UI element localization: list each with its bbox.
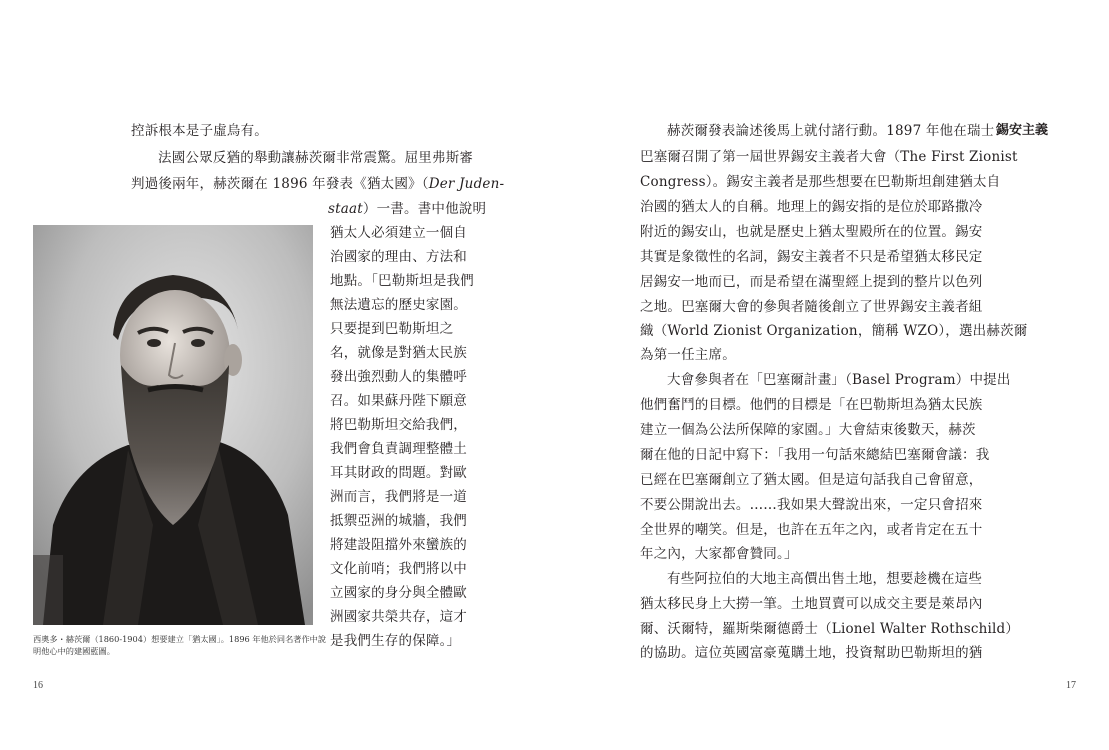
text-line: 立國家的身分與全體歐 bbox=[330, 585, 467, 601]
text-line: 耳其財政的問題。對歐 bbox=[330, 465, 467, 481]
text-line: 洲國家共榮共存，這才 bbox=[330, 609, 467, 625]
text-line: 將建設阻擋外來蠻族的 bbox=[330, 537, 467, 553]
text-line: 為第一任主席。 bbox=[640, 347, 736, 363]
text-line: 治國的猶太人的自稱。地理上的錫安指的是位於耶路撒冷 bbox=[640, 199, 983, 215]
text-line: 全世界的嘲笑。但是，也許在五年之內，或者肯定在五十 bbox=[640, 522, 983, 538]
text-line: 控訴根本是子虛烏有。 bbox=[131, 123, 268, 139]
book-title-italic: Der Juden- bbox=[428, 176, 505, 192]
text-line: 的協助。這位英國富豪蒐購土地，投資幫助巴勒斯坦的猶 bbox=[640, 645, 983, 661]
text-line: 地點。「巴勒斯坦是我們 bbox=[330, 273, 474, 289]
text-line: 爾在他的日記中寫下：「我用一句話來總結巴塞爾會議：我 bbox=[640, 447, 990, 463]
text-line: 居錫安一地而已，而是希望在滿聖經上提到的整片以色列 bbox=[640, 274, 983, 290]
text-line bbox=[328, 197, 486, 221]
book-title-italic: staat bbox=[328, 201, 363, 217]
text-line: 法國公眾反猶的舉動讓赫茨爾非常震驚。屈里弗斯審 bbox=[158, 150, 474, 166]
text-line: 將巴勒斯坦交給我們， bbox=[330, 417, 467, 433]
text-line: 無法遺忘的歷史家園。 bbox=[330, 297, 467, 313]
text-line: 是我們生存的保障。」 bbox=[330, 633, 461, 649]
text-line: 文化前哨；我們將以中 bbox=[330, 561, 467, 577]
text-line: 抵禦亞洲的城牆，我們 bbox=[330, 513, 467, 529]
text-line: 他們奮鬥的目標。他們的目標是「在巴勒斯坦為猶太民族 bbox=[640, 397, 983, 413]
text-line: 我們會負責調理整體土 bbox=[330, 441, 467, 457]
text-line bbox=[131, 172, 504, 196]
portrait-illustration bbox=[33, 225, 313, 625]
text-line: 治國家的理由、方法和 bbox=[330, 249, 467, 265]
text-span: 判過後兩年，赫茨爾在 1896 年發表《猶太國》（ bbox=[131, 176, 429, 192]
caption-line: 明他心中的建國藍圖。 bbox=[33, 646, 115, 656]
page-number: 16 bbox=[33, 680, 43, 691]
photo-caption bbox=[33, 633, 327, 657]
text-line: 有些阿拉伯的大地主高價出售土地，想要趁機在這些 bbox=[667, 571, 983, 587]
text-line: 召。如果蘇丹陛下願意 bbox=[330, 393, 467, 409]
text-line: 猶太人必須建立一個自 bbox=[330, 225, 467, 241]
text-line: 爾、沃爾特，羅斯柴爾德爵士（Lionel Walter Rothschild） bbox=[640, 621, 1020, 637]
text-line: 建立一個為公法所保障的家園。」大會結束後數天，赫茨 bbox=[640, 422, 976, 438]
text-line: 年之內，大家都會贊同。」 bbox=[640, 546, 798, 562]
portrait-photo bbox=[33, 225, 313, 625]
text-line: 附近的錫安山，也就是歷史上猶太聖殿所在的位置。錫安 bbox=[640, 224, 983, 240]
side-heading: 錫安主義 bbox=[996, 123, 1049, 138]
text-line: Congress）。錫安主義者是那些想要在巴勒斯坦創建猶太自 bbox=[640, 174, 1001, 190]
text-line: 只要提到巴勒斯坦之 bbox=[330, 321, 454, 337]
text-line: 大會參與者在「巴塞爾計畫」（Basel Program）中提出 bbox=[667, 372, 1011, 388]
text-line: 發出強烈動人的集體呼 bbox=[330, 369, 467, 385]
text-line: 已經在巴塞爾創立了猶太國。但是這句話我自己會留意， bbox=[640, 472, 983, 488]
text-line: 猶太移民身上大撈一筆。土地買賣可以成交主要是萊昂內 bbox=[640, 596, 983, 612]
text-line: 不要公開說出去。……我如果大聲說出來，一定只會招來 bbox=[640, 497, 983, 513]
caption-line: 西奧多・赫茨爾（1860-1904）想要建立「猶太國」。1896 年他於同名著作中說 bbox=[33, 634, 327, 644]
text-line: 巴塞爾召開了第一屆世界錫安主義者大會（The First Zionist bbox=[640, 149, 1018, 165]
text-span: ）一書。書中他說明 bbox=[362, 201, 487, 217]
page-number: 17 bbox=[1066, 680, 1076, 691]
text-line: 赫茨爾發表論述後馬上就付諸行動。1897 年他在瑞士 bbox=[667, 123, 995, 139]
text-line: 之地。巴塞爾大會的參與者隨後創立了世界錫安主義者組 bbox=[640, 299, 983, 315]
text-line: 織（World Zionist Organization，簡稱 WZO），選出赫茨爾 bbox=[640, 323, 1028, 339]
text-line: 洲而言，我們將是一道 bbox=[330, 489, 467, 505]
text-line: 名，就像是對猶太民族 bbox=[330, 345, 467, 361]
text-line: 其實是象徵性的名詞，錫安主義者不只是希望猶太移民定 bbox=[640, 249, 983, 265]
